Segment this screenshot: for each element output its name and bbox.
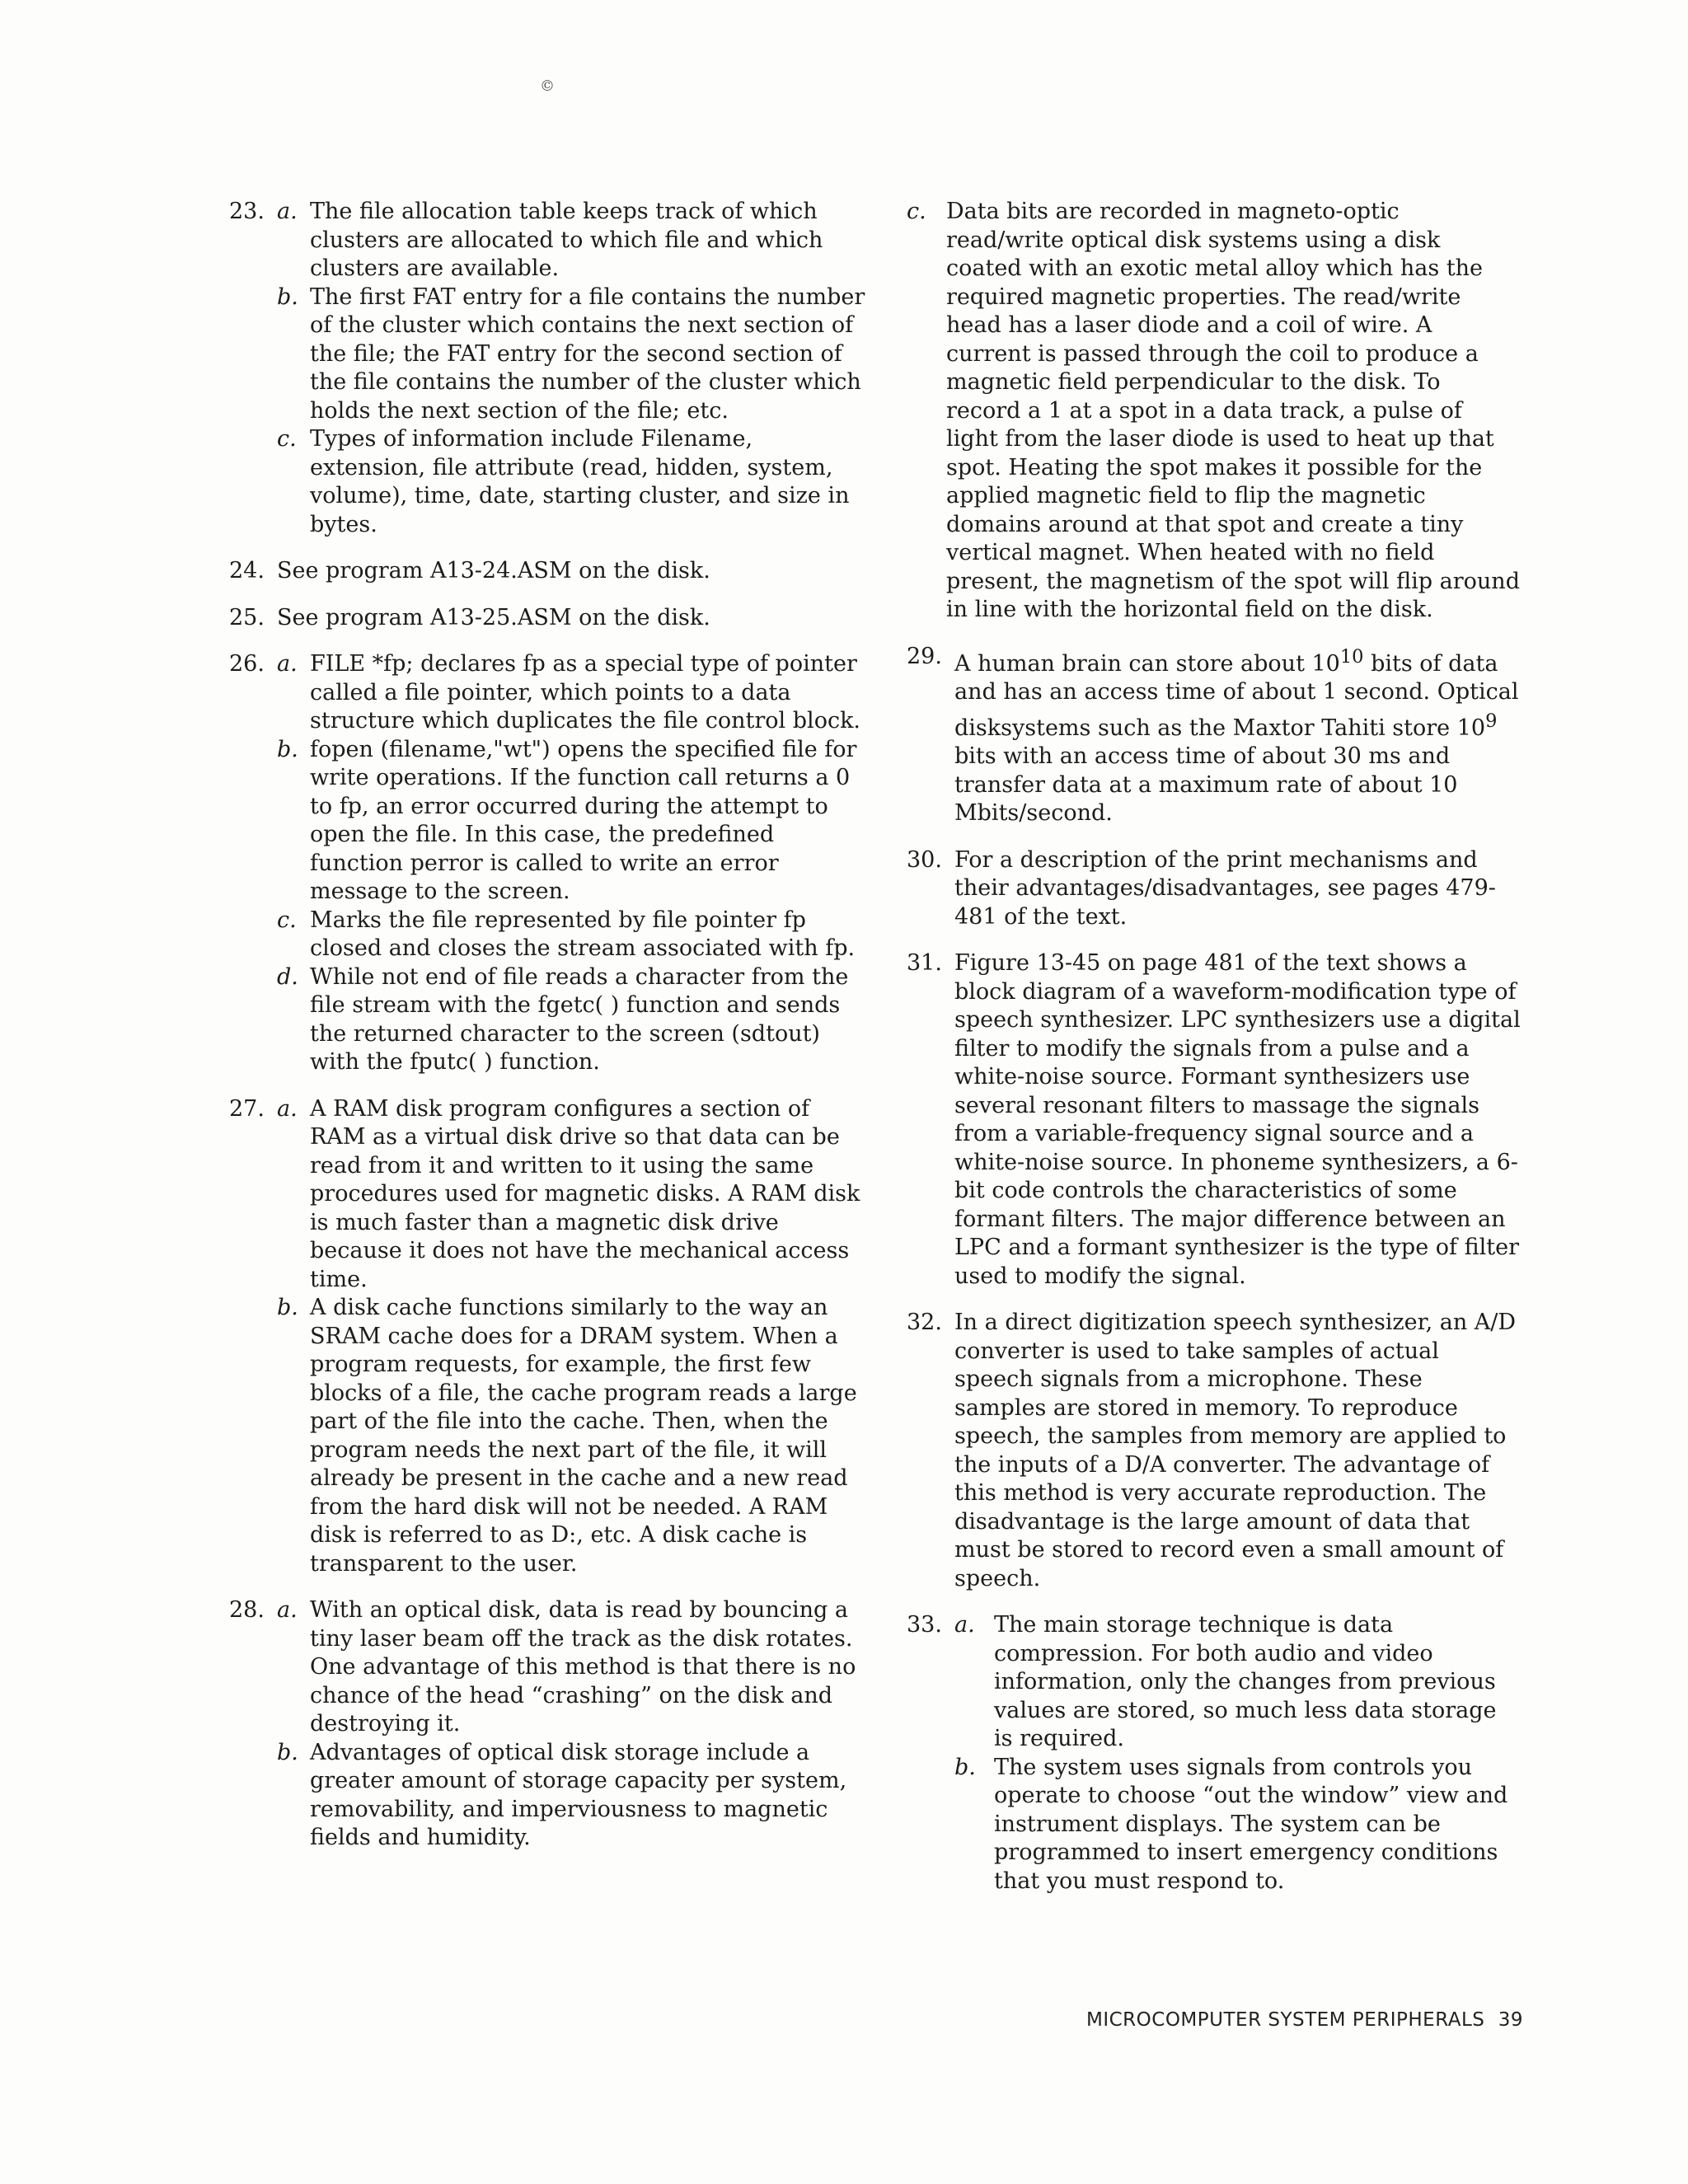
page-mark: © [540,77,555,95]
question-number: 28. [229,1597,265,1623]
text-segment: bits of data and has an access time of about 1 second. Optical disksystems such as the Maxtor Tahiti store 10 [954,650,1519,741]
page-footer [1086,2009,1523,2031]
part-letter: b. [277,736,298,762]
part-letter: a. [277,199,298,224]
question-number: 24. [229,558,265,583]
answer-part [277,1596,872,1739]
question-33 [907,1611,1521,1896]
question-number: 33. [907,1612,942,1638]
part-text: Types of information include Filename, extension, file attribute (read, hidden, system, volume), time, date, starting cluster, and size in bytes. [310,426,850,537]
question-number: 26. [229,651,265,677]
part-letter: b. [277,1295,298,1320]
part-text: The system uses signals from controls you operate to choose “out the window” view and instrument displays. The system can be programmed to insert emergency conditions that you must respond to. [994,1754,1508,1894]
question-29 [907,643,1521,828]
question-24 [229,557,872,586]
part-text: A RAM disk program configures a section of RAM as a virtual disk drive so that data can be read from it and written to it using the same procedures used for magnetic disks. A RAM disk is much faster than a magnetic disk drive because it does not have the mechanical access time. [310,1095,860,1292]
answer-part [277,963,872,1077]
answer-text: Figure 13-45 on page 481 of the text shows a block diagram of a waveform-modification type of speech synthesizer. LPC synthesizers use a digital filter to modify the signals from a pulse and a white-noise source. Formant synthesizers use several resonant filters to massage the signals from a variable-frequency signal source and a white-noise source. In phoneme synthesizers, a 6-bit code controls the characteristics of some formant filters. The major difference between an LPC and a formant synthesizer is the type of filter used to modify the signal. [954,950,1521,1289]
part-letter: c. [277,426,297,452]
part-letter: b. [954,1754,976,1780]
part-letter: a. [277,1095,298,1122]
part-text: A disk cache functions similarly to the way an SRAM cache does for a DRAM system. When a program requests, for example, the first few blocks of a file, the cache program reads a large part of the file into the cache. Then, when the program needs the next part of the file, it will already be present in the cache and a new read from the hard disk will not be needed. A RAM disk is referred to as D:, etc. A disk cache is transparent to the user. [310,1295,857,1577]
part-text: FILE *fp; declares fp as a special type of pointer called a file pointer, which points to a data structure which duplicates the file control block. [310,651,861,733]
question-28 [229,1596,872,1853]
answer-text [954,643,1521,828]
part-letter: b. [277,284,298,310]
question-32 [907,1309,1521,1593]
question-number: 31. [907,950,942,976]
part-text: Data bits are recorded in magneto-optic read/write optical disk systems using a disk coated with an exotic metal alloy which has the required magnetic properties. The read/write head has a laser diode and a coil of wire. A current is passed through the coil to produce a magnetic field perpendicular to the disk. To record a 1 at a spot in a data track, a pulse of light from the laser diode is used to heat up that spot. Heating the spot makes it possible for the applied magnetic field to flip the magnetic domains around at that spot and create a tiny vertical magnet. When heated with no field present, the magnetism of the spot will flip around in line with the horizontal field on the disk. [946,199,1520,622]
question-31 [907,949,1521,1291]
answer-part [277,284,872,426]
answer-part [277,1095,872,1295]
exponent: 10 [1339,645,1364,668]
part-letter: d. [277,963,298,990]
right-column [907,198,1521,1914]
left-column [229,198,872,1871]
question-28-continued [907,198,1521,625]
question-number: 23. [229,199,265,224]
answer-text: See program A13-25.ASM on the disk. [277,604,710,630]
answer-part [907,198,1521,625]
exponent: 9 [1485,710,1498,732]
answer-text: See program A13-24.ASM on the disk. [277,558,710,583]
question-26 [229,650,872,1077]
text-segment: A human brain can store about 10 [954,650,1340,677]
part-text: Advantages of optical disk storage include a greater amount of storage capacity per system, removability, and imperviousness to magnetic fields and humidity. [310,1739,847,1850]
part-text: The main storage technique is data compression. For both audio and video information, only the changes from previous values are stored, so much less data storage is required. [994,1612,1497,1751]
part-text: The first FAT entry for a file contains the number of the cluster which contains the next section of the file; the FAT entry for the second section of the file contains the number of the cluster which holds the next section of the file; etc. [310,284,865,424]
question-27 [229,1095,872,1579]
answer-text: For a description of the print mechanisms and their advantages/disadvantages, see pages 479-481 of the text. [954,846,1496,930]
part-letter: a. [277,651,298,677]
question-23 [229,198,872,539]
question-30 [907,846,1521,932]
part-text: With an optical disk, data is read by bouncing a tiny laser beam off the track as the disk rotates. One advantage of this method is that there is no chance of the head “crashing” on the disk and destroying it. [310,1597,856,1736]
part-letter: a. [954,1612,975,1638]
part-letter: b. [277,1739,298,1765]
running-title: MICROCOMPUTER SYSTEM PERIPHERALS [1086,2009,1485,2031]
answer-part [277,1294,872,1578]
answer-part [277,1739,872,1853]
answer-part [277,907,872,963]
part-letter: a. [277,1597,298,1623]
part-text: While not end of file reads a character from the file stream with the fgetc( ) function and sends the returned character to the screen (sdtout) with the fputc( ) function. [310,963,849,1075]
part-letter: c. [907,199,926,224]
answer-text: In a direct digitization speech synthesizer, an A/D converter is used to take samples of actual speech signals from a microphone. These samples are stored in memory. To reproduce speech, the samples from memory are applied to the inputs of a D/A converter. The advantage of this method is very accurate reproduction. The disadvantage is the large amount of data that must be stored to record even a small amount of speech. [954,1310,1517,1591]
answer-part [954,1611,1521,1754]
answer-part [954,1754,1521,1896]
answer-part [277,425,872,539]
answer-part [277,650,872,736]
question-number: 30. [907,846,942,873]
question-25 [229,604,872,633]
part-text: Marks the file represented by file pointer fp closed and closes the stream associated with fp. [310,907,856,961]
text-segment: bits with an access time of about 30 ms and transfer data at a maximum rate of about 10 Mbits/second. [954,743,1458,826]
question-number: 25. [229,604,265,630]
part-text: fopen (filename,"wt") opens the specified file for write operations. If the function call returns a 0 to fp, an error occurred during the attempt to open the file. In this case, the predefined function perror is called to write an error message to the screen. [310,736,857,904]
part-letter: c. [277,907,297,933]
question-number: 29. [907,643,942,669]
answer-part [277,198,872,284]
question-number: 32. [907,1310,942,1335]
answer-part [277,736,872,907]
question-number: 27. [229,1095,265,1122]
page-number: 39 [1498,2009,1523,2031]
part-text: The file allocation table keeps track of which clusters are allocated to which file and which clusters are available. [310,199,823,281]
